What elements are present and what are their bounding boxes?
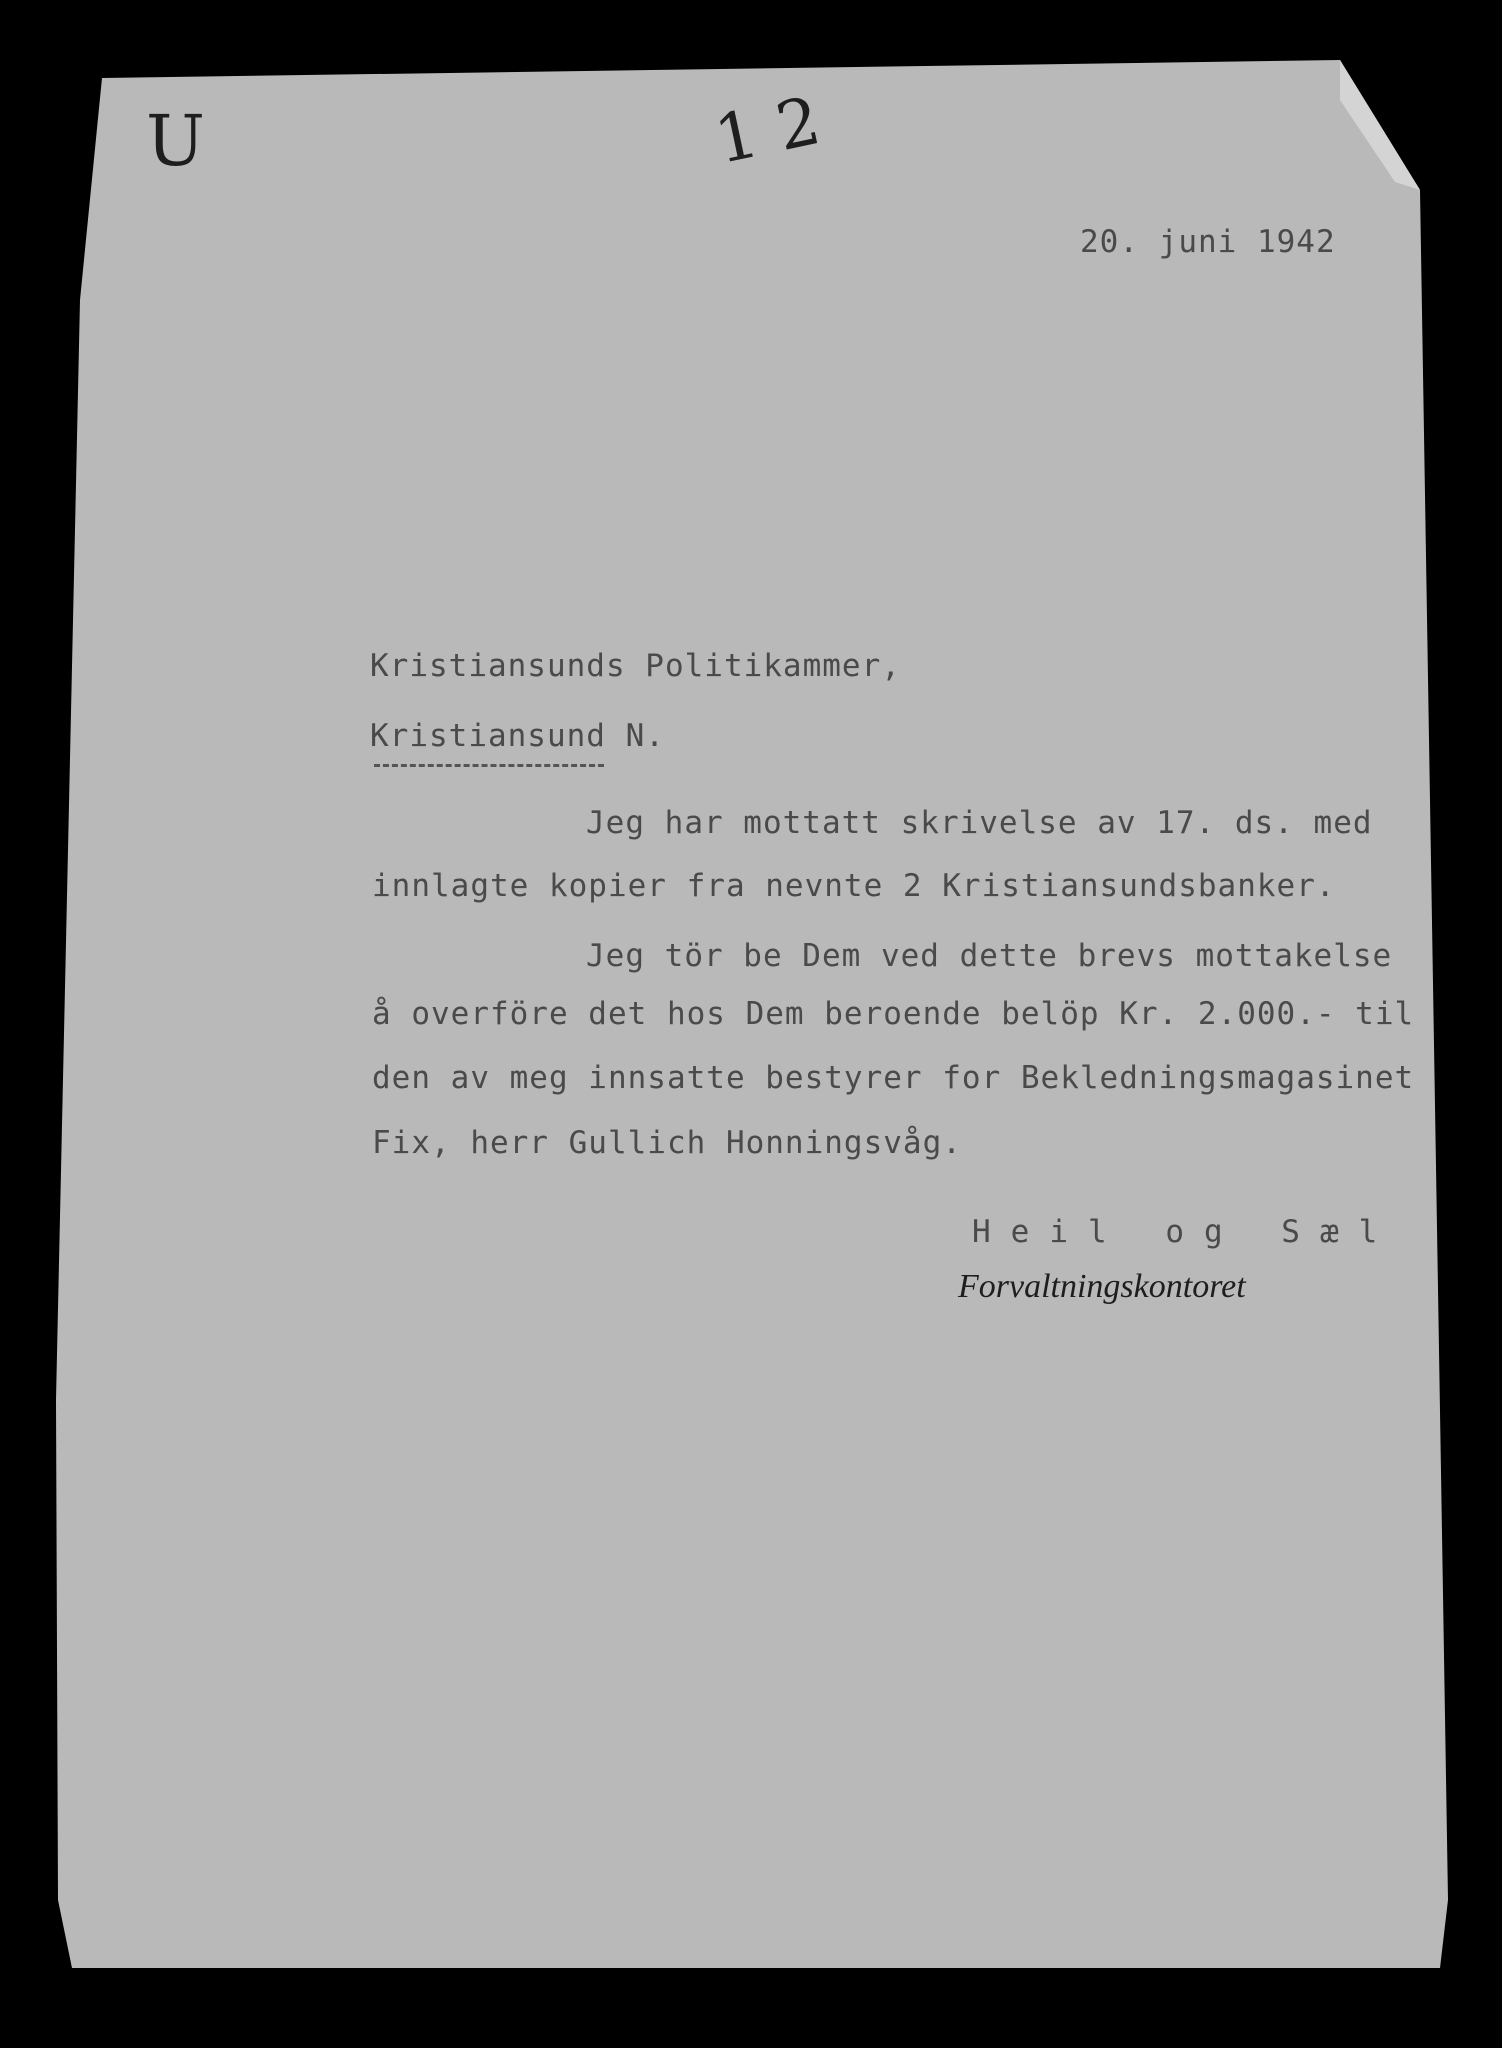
archive-mark-top: 1 2 xyxy=(708,81,827,180)
archive-mark-left: U xyxy=(146,100,205,182)
body-line-5: den av meg innsatte bestyrer for Bekledningsmagasinet xyxy=(372,1060,1415,1096)
body-line-3: Jeg tör be Dem ved dette brevs mottakelse xyxy=(586,938,1393,974)
letter-date: 20. juni 1942 xyxy=(1080,224,1336,260)
recipient-underline xyxy=(374,764,604,767)
body-line-2: innlagte kopier fra nevnte 2 Kristiansundsbanker. xyxy=(372,868,1336,904)
closing-greeting: Heil og Sæl xyxy=(972,1214,1398,1250)
recipient-line-1: Kristiansunds Politikammer, xyxy=(370,648,901,684)
signature-stamp: Forvaltningskontoret xyxy=(958,1268,1246,1305)
body-line-4: å overföre det hos Dem beroende belöp Kr. 2.000.- til xyxy=(372,996,1415,1032)
recipient-line-2: Kristiansund N. xyxy=(370,718,665,754)
body-line-1: Jeg har mottatt skrivelse av 17. ds. med xyxy=(586,805,1373,841)
body-line-6: Fix, herr Gullich Honningsvåg. xyxy=(372,1125,962,1161)
